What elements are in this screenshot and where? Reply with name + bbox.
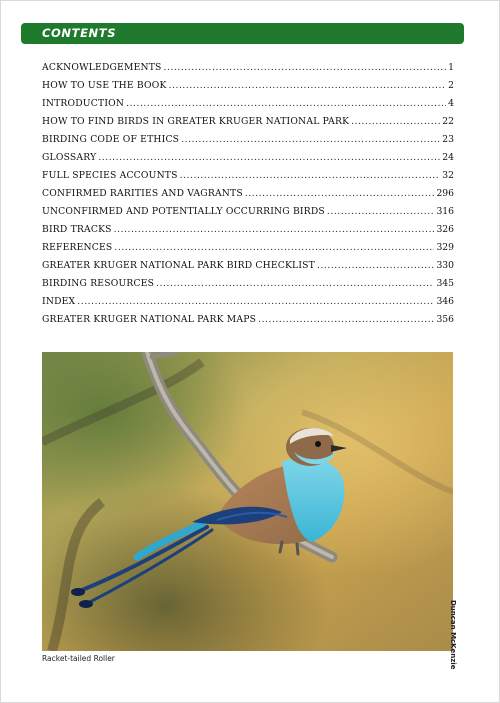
toc-entry[interactable] — [42, 152, 454, 170]
contents-header-banner — [21, 23, 464, 44]
table-of-contents — [42, 62, 454, 332]
toc-entry[interactable] — [42, 80, 454, 98]
toc-entry-title: REFERENCES — [42, 242, 113, 253]
toc-entry-title: BIRDING CODE OF ETHICS — [42, 134, 180, 145]
toc-entry-title: BIRD TRACKS — [42, 224, 112, 235]
toc-entry[interactable] — [42, 98, 454, 116]
toc-entry[interactable] — [42, 224, 454, 242]
dot-leader — [114, 225, 435, 235]
toc-entry[interactable] — [42, 260, 454, 278]
dot-leader — [98, 153, 440, 163]
toc-entry-title: INDEX — [42, 296, 76, 307]
toc-entry[interactable] — [42, 134, 454, 152]
toc-entry[interactable] — [42, 206, 454, 224]
toc-entry-page-number: 4 — [448, 98, 454, 109]
toc-entry-title: GREATER KRUGER NATIONAL PARK BIRD CHECKLIST — [42, 260, 315, 271]
toc-entry-title: HOW TO FIND BIRDS IN GREATER KRUGER NATIONAL PARK — [42, 116, 350, 127]
toc-entry-title: GREATER KRUGER NATIONAL PARK MAPS — [42, 314, 257, 325]
toc-entry[interactable] — [42, 242, 454, 260]
toc-entry-page-number: 330 — [436, 260, 454, 271]
toc-entry-page-number: 345 — [436, 278, 454, 289]
dot-leader — [317, 261, 434, 271]
toc-entry[interactable] — [42, 278, 454, 296]
toc-entry[interactable] — [42, 116, 454, 134]
toc-entry[interactable] — [42, 62, 454, 80]
toc-entry-page-number: 22 — [442, 116, 454, 127]
toc-entry[interactable] — [42, 170, 454, 188]
toc-entry-page-number: 329 — [436, 242, 454, 253]
toc-entry-page-number: 23 — [442, 134, 454, 145]
dot-leader — [181, 135, 440, 145]
toc-entry-page-number: 2 — [448, 80, 454, 91]
dot-leader — [164, 63, 447, 73]
toc-entry[interactable] — [42, 296, 454, 314]
dot-leader — [327, 207, 435, 217]
dot-leader — [245, 189, 435, 199]
dot-leader — [258, 315, 434, 325]
racket-tailed-roller-photo — [42, 352, 453, 651]
toc-entry-title: CONFIRMED RARITIES AND VAGRANTS — [42, 188, 243, 199]
toc-entry-page-number: 24 — [442, 152, 454, 163]
toc-entry-page-number: 1 — [448, 62, 454, 73]
dot-leader — [156, 279, 434, 289]
toc-entry[interactable] — [42, 188, 454, 206]
toc-entry-page-number: 316 — [436, 206, 454, 217]
dot-leader — [77, 297, 434, 307]
toc-entry-page-number: 356 — [436, 314, 454, 325]
dot-leader — [169, 81, 447, 91]
dot-leader — [180, 171, 441, 181]
toc-entry-title: INTRODUCTION — [42, 98, 125, 109]
dot-leader — [351, 117, 440, 127]
toc-entry-title: UNCONFIRMED AND POTENTIALLY OCCURRING BIRDS — [42, 206, 325, 217]
dot-leader — [114, 243, 434, 253]
toc-entry-title: ACKNOWLEDGEMENTS — [42, 62, 162, 73]
toc-entry-page-number: 296 — [436, 188, 454, 199]
toc-entry-title: BIRDING RESOURCES — [42, 278, 155, 289]
toc-entry-page-number: 32 — [442, 170, 454, 181]
toc-entry-title: HOW TO USE THE BOOK — [42, 80, 167, 91]
toc-entry-title: FULL SPECIES ACCOUNTS — [42, 170, 178, 181]
photo-caption: Racket-tailed Roller — [42, 654, 115, 663]
photo-credit: Duncan McKenzie — [449, 600, 457, 670]
contents-title: CONTENTS — [42, 26, 117, 40]
toc-entry-title: GLOSSARY — [42, 152, 97, 163]
toc-entry[interactable] — [42, 314, 454, 332]
toc-entry-page-number: 346 — [436, 296, 454, 307]
toc-entry-page-number: 326 — [436, 224, 454, 235]
dot-leader — [126, 99, 446, 109]
